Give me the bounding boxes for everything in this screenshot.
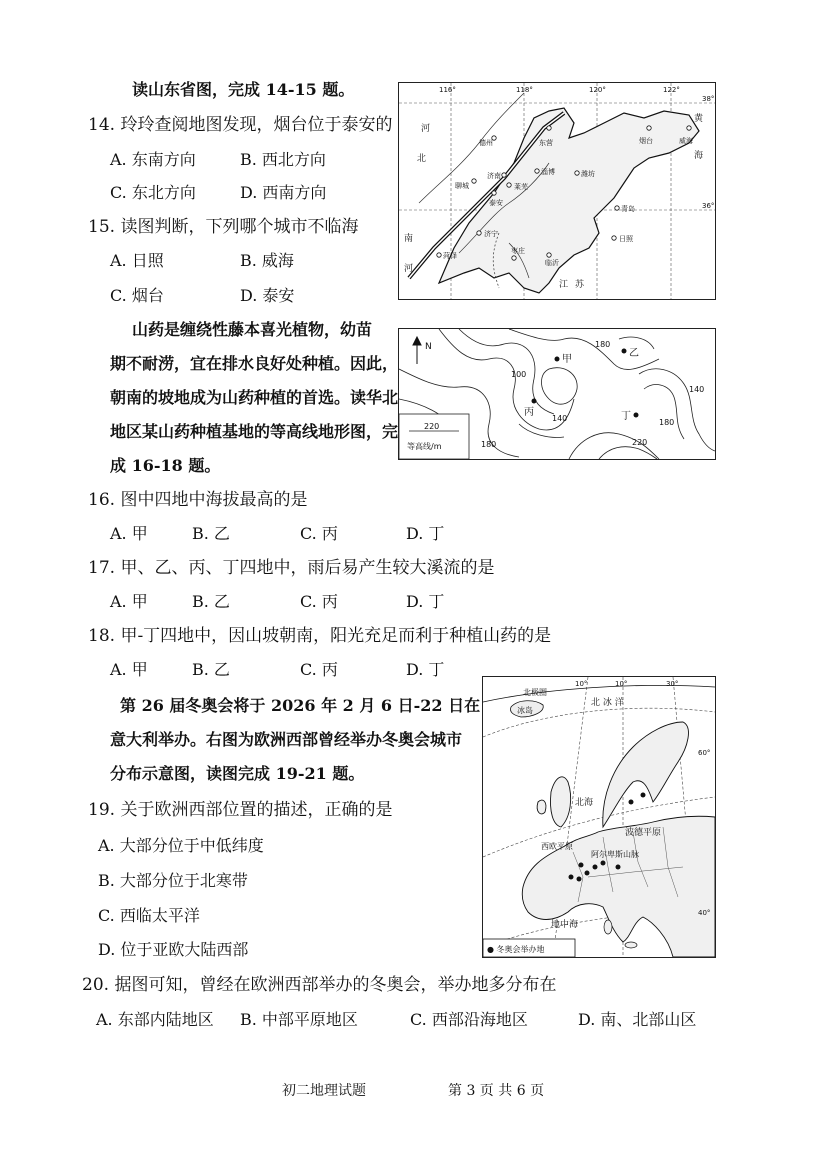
contour-value: 180	[481, 440, 497, 449]
q15-option-c[interactable]: C. 烟台	[110, 286, 164, 305]
place-label: 海	[694, 151, 704, 161]
q20-option-d[interactable]: D. 南、北部山区	[578, 1010, 697, 1029]
q20-option-c[interactable]: C. 西部沿海地区	[410, 1010, 528, 1029]
alps-label: 阿尔卑斯山脉	[591, 850, 639, 859]
place-label: 临沂	[545, 259, 559, 267]
lon-label: 118°	[516, 86, 533, 94]
place-label: 江	[559, 280, 569, 290]
yam-intro-line-1: 山药是缠绕性藤本喜光植物，幼苗	[132, 320, 373, 339]
point-label: 甲	[562, 354, 572, 365]
q16-option-b[interactable]: B. 乙	[192, 524, 230, 543]
q14-option-d[interactable]: D. 西南方向	[240, 183, 327, 202]
place-label: 济宁	[484, 230, 498, 238]
place-label: 烟台	[639, 137, 653, 145]
point-label: 丁	[621, 411, 631, 422]
polish-plain-label: 波德平原	[625, 828, 662, 838]
iceland-label: 冰岛	[517, 706, 533, 715]
lon-label: 120°	[589, 86, 606, 94]
place-label: 淄博	[541, 168, 555, 176]
mediterranean-label: 地中海	[551, 920, 579, 930]
q19-option-d[interactable]: D. 位于亚欧大陆西部	[98, 940, 249, 959]
q18-option-c[interactable]: C. 丙	[300, 660, 338, 679]
q14-option-c[interactable]: C. 东北方向	[110, 183, 196, 202]
olympics-intro-line-1: 第 26 届冬奥会将于 2026 年 2 月 6 日-22 日在	[120, 696, 481, 715]
q15-stem: 15. 读图判断，下列哪个城市不临海	[88, 217, 359, 237]
place-label: 泰安	[489, 199, 503, 207]
lon-label: 10°	[615, 680, 628, 688]
lon-label: 10°	[575, 680, 588, 688]
place-label: 北	[417, 154, 427, 164]
north-label: N	[425, 342, 432, 352]
contour-value: 180	[595, 340, 611, 349]
contour-value: 100	[511, 370, 527, 379]
place-label: 青岛	[621, 205, 635, 213]
place-label: 东营	[539, 139, 553, 147]
place-label: 苏	[575, 280, 585, 290]
q18-option-d[interactable]: D. 丁	[406, 660, 445, 679]
footer-subject: 初二地理试题	[282, 1083, 366, 1099]
contour-map	[398, 328, 716, 460]
place-label: 河	[404, 264, 414, 274]
place-label: 河	[421, 124, 431, 134]
lon-label: 30°	[666, 680, 679, 688]
place-label: 威海	[679, 137, 693, 145]
contour-value: 140	[552, 414, 568, 423]
lat-label: 36°	[702, 202, 715, 210]
q20-stem: 20. 据图可知，曾经在欧洲西部举办的冬奥会，举办地多分布在	[82, 975, 557, 995]
q16-option-c[interactable]: C. 丙	[300, 524, 338, 543]
q16-option-a[interactable]: A. 甲	[110, 524, 148, 543]
q20-option-a[interactable]: A. 东部内陆地区	[96, 1010, 214, 1029]
q15-option-b[interactable]: B. 威海	[240, 251, 294, 270]
q14-option-b[interactable]: B. 西北方向	[240, 150, 326, 169]
yam-intro-line-5: 成 16-18 题。	[110, 456, 221, 475]
q17-stem: 17. 甲、乙、丙、丁四地中，雨后易产生较大溪流的是	[88, 558, 495, 578]
olympics-intro-line-3: 分布示意图，读图完成 19-21 题。	[110, 764, 365, 783]
place-label: 莱芜	[514, 183, 528, 191]
footer-page-number: 第 3 页 共 6 页	[448, 1083, 545, 1099]
place-label: 德州	[479, 139, 493, 147]
shandong-map	[398, 82, 716, 300]
place-label: 济南	[487, 172, 501, 180]
q18-option-a[interactable]: A. 甲	[110, 660, 148, 679]
q15-option-d[interactable]: D. 泰安	[240, 286, 295, 305]
q15-option-a[interactable]: A. 日照	[110, 251, 164, 270]
west-european-plain-label: 西欧平原	[541, 842, 573, 851]
point-label: 丙	[524, 407, 534, 418]
q19-option-b[interactable]: B. 大部分位于北寒带	[98, 871, 248, 890]
q16-option-d[interactable]: D. 丁	[406, 524, 445, 543]
arctic-ocean-label: 北 冰 洋	[591, 698, 624, 708]
contour-value: 220	[632, 438, 648, 447]
place-label: 聊城	[455, 182, 469, 190]
yam-intro-line-3: 朝南的坡地成为山药种植的首选。读华北	[110, 388, 399, 407]
lat-label: 40°	[698, 909, 711, 917]
lon-label: 122°	[663, 86, 680, 94]
place-label: 黄	[694, 114, 704, 124]
q19-option-c[interactable]: C. 西临太平洋	[98, 906, 200, 925]
q14-15-intro: 读山东省图，完成 14-15 题。	[132, 80, 355, 99]
olympics-intro-line-2: 意大利举办。右图为欧洲西部曾经举办冬奥会城市	[110, 730, 463, 749]
q14-stem: 14. 玲玲查阅地图发现，烟台位于泰安的	[88, 115, 393, 135]
q16-stem: 16. 图中四地中海拔最高的是	[88, 490, 308, 510]
legend-value: 220	[424, 422, 440, 431]
place-label: 菏泽	[443, 252, 457, 260]
legend-label: 等高线/m	[407, 442, 442, 451]
q18-stem: 18. 甲-丁四地中，因山坡朝南，阳光充足而利于种植山药的是	[88, 626, 552, 646]
place-label: 日照	[619, 235, 633, 243]
q17-option-b[interactable]: B. 乙	[192, 592, 230, 611]
north-sea-label: 北海	[575, 798, 594, 808]
map-legend: ● 冬奥会举办地	[487, 945, 545, 954]
place-label: 枣庄	[511, 247, 525, 255]
lat-label: 38°	[702, 95, 715, 103]
yam-intro-line-4: 地区某山药种植基地的等高线地形图，完	[110, 422, 399, 441]
contour-value: 180	[659, 418, 675, 427]
lon-label: 116°	[439, 86, 456, 94]
yam-intro-line-2: 期不耐涝，宜在排水良好处种植。因此，	[110, 354, 399, 373]
q17-option-d[interactable]: D. 丁	[406, 592, 445, 611]
q19-stem: 19. 关于欧洲西部位置的描述，正确的是	[88, 800, 393, 820]
lat-label: 60°	[698, 749, 711, 757]
point-label: 乙	[629, 348, 639, 359]
europe-map	[482, 676, 716, 958]
place-label: 南	[404, 234, 414, 244]
place-label: 潍坊	[581, 170, 595, 178]
q18-option-b[interactable]: B. 乙	[192, 660, 230, 679]
arctic-circle-label: 北极圈	[523, 688, 547, 697]
q20-option-b[interactable]: B. 中部平原地区	[240, 1010, 358, 1029]
contour-value: 140	[689, 385, 705, 394]
q17-option-a[interactable]: A. 甲	[110, 592, 148, 611]
q19-option-a[interactable]: A. 大部分位于中低纬度	[98, 836, 264, 855]
q17-option-c[interactable]: C. 丙	[300, 592, 338, 611]
q14-option-a[interactable]: A. 东南方向	[110, 150, 196, 169]
